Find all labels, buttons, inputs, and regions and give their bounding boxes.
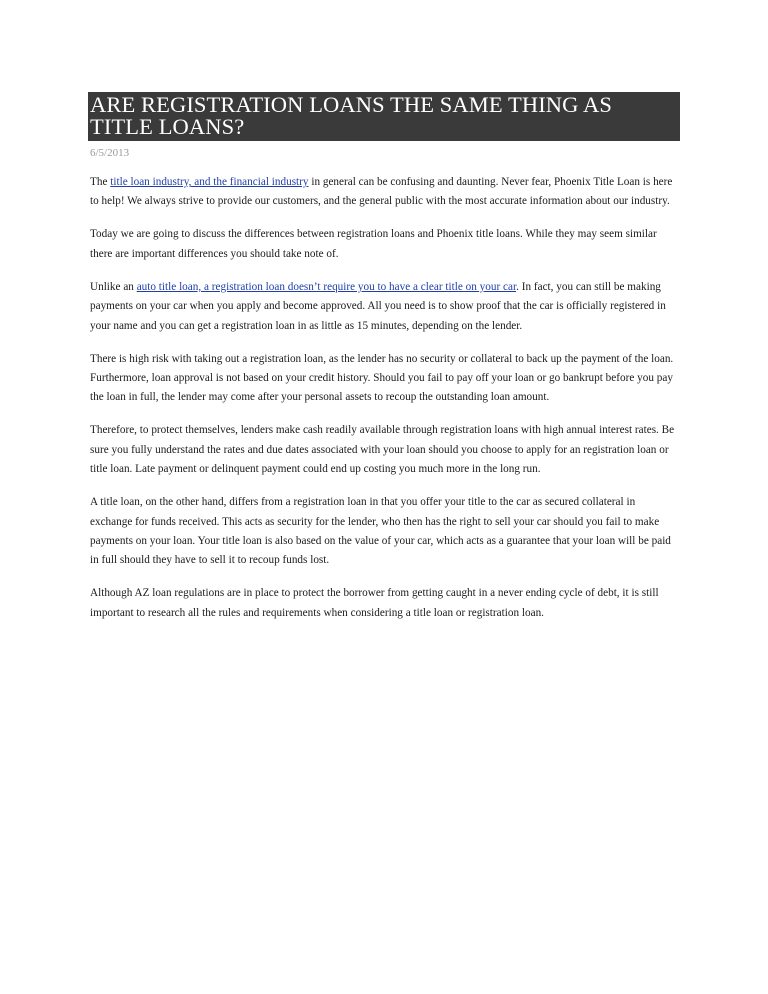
article-title: ARE REGISTRATION LOANS THE SAME THING AS TITLE LOANS? — [88, 92, 680, 141]
paragraph-text: The — [90, 176, 111, 188]
paragraph-risk: There is high risk with taking out a registration loan, as the lender has no security or collateral to back up the payment of the loan. Furthermore, loan approval is not based on your credit history. Should you fail to pay off your loan or go bankrupt before you pay the loan in full, the lender may come after your personal assets to recoup the outstanding loan amount. — [90, 352, 674, 404]
article-date: 6/5/2013 — [90, 147, 130, 159]
document-page — [90, 92, 680, 637]
article-body — [90, 173, 680, 623]
industry-link[interactable]: title loan industry, and the financial industry — [110, 176, 309, 188]
paragraph-title-loan: A title loan, on the other hand, differs from a registration loan in that you offer your title to the car as secured collateral in exchange for funds received. This acts as security for the lender, who then has the right to sell your car should you fail to make payments on your loan. Your title loan is also based on the value of your car, which acts as a guarantee that your loan will be paid in full should they have to sell it to recoup funds lost. — [90, 496, 671, 567]
paragraph-text: in general can be confusing and daunting. Never fear, Phoenix Title Loan is here to help! We always strive to provide our customers, and the general public with the most accurate information about our industry. — [90, 176, 673, 208]
paragraph-differences: Today we are going to discuss the differences between registration loans and Phoenix title loans. While they may seem similar there are important differences you should take note of. — [90, 228, 657, 260]
auto-title-loan-link[interactable]: auto title loan, a registration loan doesn’t require you to have a clear title on your car — [136, 280, 517, 293]
paragraph-regulations: Although AZ loan regulations are in place to protect the borrower from getting caught in a never ending cycle of debt, it is still important to research all the rules and requirements when considering a title loan or registration loan. — [90, 587, 659, 619]
paragraph-registration-loan — [90, 278, 680, 336]
paragraph-interest-rates: Therefore, to protect themselves, lenders make cash readily available through registration loans with high annual interest rates. Be sure you fully understand the rates and due dates associated with your loan should you choose to apply for an registration loan or title loan. Late payment or delinquent payment could end up costing you much more in the long run. — [90, 424, 675, 476]
paragraph-text: . In fact, you can still be making payments on your car when you apply and become approved. All you need is to show proof that the car is officially registered in your name and you can get a registration loan in as little as 15 minutes, depending on the lender. — [90, 280, 666, 332]
paragraph-intro — [90, 173, 680, 212]
paragraph-text: Unlike an — [90, 280, 137, 293]
